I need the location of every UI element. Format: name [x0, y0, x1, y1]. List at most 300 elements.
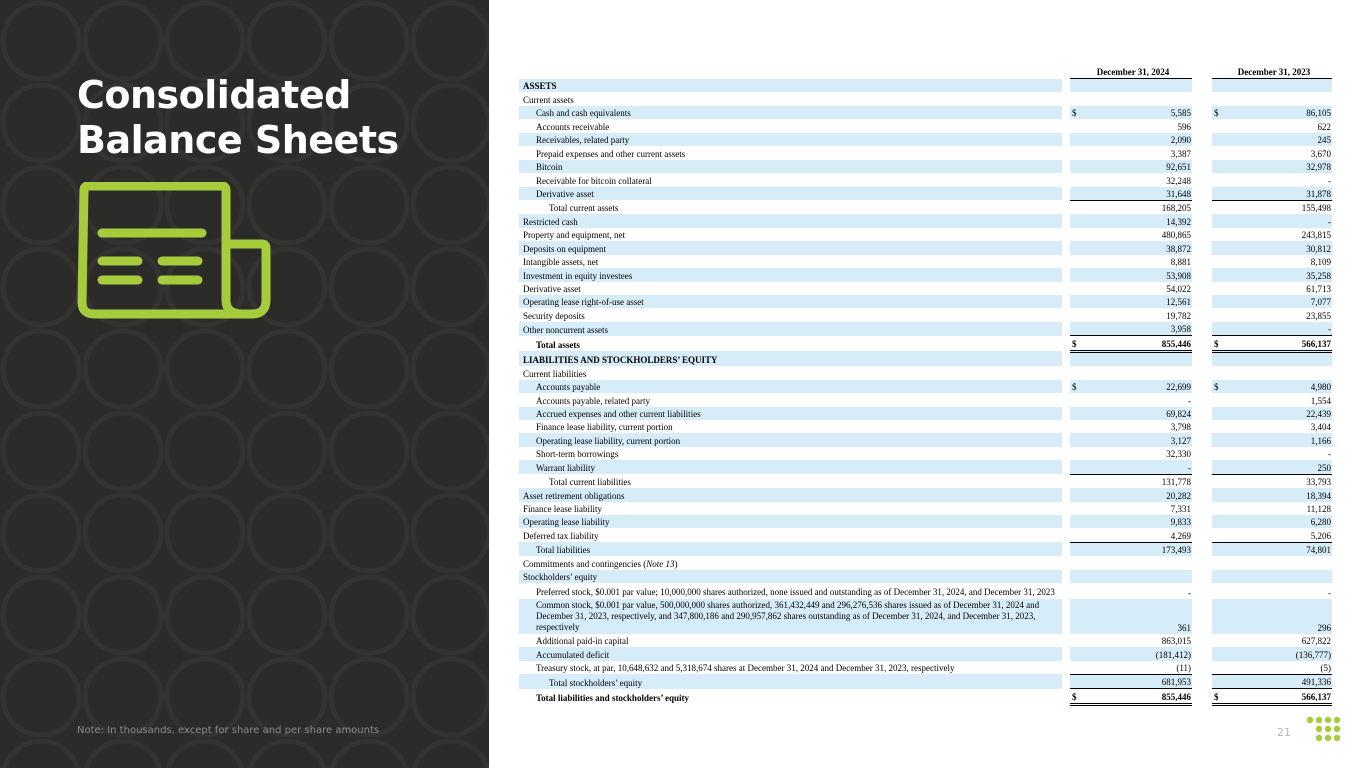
value-2024: (11) [1176, 662, 1191, 673]
value-2024: 38,872 [1084, 241, 1192, 254]
table-row [519, 393, 1332, 406]
currency-symbol-2024 [1070, 599, 1084, 634]
currency-symbol-2023: $ [1212, 689, 1226, 704]
page-number: 21 [1277, 726, 1291, 739]
column-gap [1192, 583, 1212, 598]
row-label: Investment in equity investees [519, 268, 1062, 281]
column-gap [1062, 393, 1070, 406]
value-2024: 3,798 [1170, 422, 1191, 433]
table-row [519, 322, 1332, 336]
value-2023: 86,105 [1226, 106, 1332, 119]
column-gap [1062, 599, 1070, 634]
value-2023: 4,980 [1226, 380, 1332, 393]
value-2024: 92,651 [1084, 160, 1192, 173]
currency-symbol-2024 [1070, 542, 1084, 556]
value-2024 [1084, 556, 1192, 569]
table-row [519, 268, 1332, 281]
column-gap [1192, 661, 1212, 675]
value-2023 [1226, 351, 1332, 366]
table-row [519, 119, 1332, 132]
column-gap [1062, 146, 1070, 159]
value-2024: 3,127 [1084, 433, 1192, 446]
table-row [519, 599, 1332, 634]
value-2024: 14,392 [1084, 214, 1192, 227]
table-row [519, 308, 1332, 321]
row-label: Security deposits [523, 310, 585, 321]
value-2023: (136,777) [1226, 647, 1332, 660]
value-2023: 491,336 [1226, 674, 1332, 688]
row-label: Accumulated deficit [519, 647, 1062, 660]
currency-symbol-2024 [1070, 322, 1084, 336]
currency-symbol-2023 [1212, 460, 1226, 474]
column-gap [1192, 79, 1212, 93]
value-2024: - [1188, 395, 1191, 406]
column-gap [1192, 528, 1212, 542]
currency-symbol-2023 [1212, 214, 1226, 227]
value-2024 [1084, 570, 1192, 583]
row-label: Deferred tax liability [523, 531, 599, 542]
value-2023 [1226, 366, 1332, 379]
table-row [519, 528, 1332, 542]
currency-symbol-2023 [1212, 474, 1226, 488]
table-row [519, 106, 1332, 119]
value-2023: 31,878 [1226, 187, 1332, 201]
table-row [519, 474, 1332, 488]
currency-symbol-2024 [1070, 460, 1084, 474]
column-gap [1062, 351, 1070, 366]
row-label: Accounts payable, related party [536, 395, 650, 406]
row-label: Bitcoin [519, 160, 1062, 173]
currency-symbol-2024 [1070, 674, 1084, 688]
table-row [519, 542, 1332, 556]
column-gap [1062, 295, 1070, 308]
currency-symbol-2024 [1070, 420, 1084, 433]
currency-symbol-2024 [1070, 173, 1084, 186]
currency-symbol-2023 [1212, 420, 1226, 433]
column-gap [1062, 674, 1070, 688]
column-gap [1062, 634, 1070, 647]
currency-symbol-2023 [1212, 599, 1226, 634]
currency-symbol-2024: $ [1070, 689, 1084, 704]
column-gap [1062, 407, 1070, 420]
table-row [519, 351, 1332, 366]
currency-symbol-2023 [1212, 160, 1226, 173]
currency-symbol-2023 [1212, 173, 1226, 186]
currency-symbol-2023 [1212, 366, 1226, 379]
value-2023: 3,670 [1310, 148, 1331, 159]
row-label: Accrued expenses and other current liabilities [519, 407, 1062, 420]
table-row [519, 160, 1332, 173]
column-gap [1062, 474, 1070, 488]
currency-symbol-2024 [1070, 351, 1084, 366]
row-label: Deposits on equipment [519, 241, 1062, 254]
currency-symbol-2024 [1070, 583, 1084, 598]
currency-symbol-2024 [1070, 407, 1084, 420]
currency-symbol-2023 [1212, 674, 1226, 688]
row-label: Derivative asset [523, 284, 581, 294]
value-2023: 245 [1226, 133, 1332, 146]
currency-symbol-2023 [1212, 133, 1226, 146]
currency-symbol-2024 [1070, 282, 1084, 295]
value-2023: 32,978 [1226, 160, 1332, 173]
value-2024: 32,248 [1166, 175, 1191, 186]
column-gap [1192, 674, 1212, 688]
currency-symbol-2024 [1070, 200, 1084, 214]
column-gap [1192, 599, 1212, 634]
column-gap [1062, 119, 1070, 132]
currency-symbol-2024 [1070, 214, 1084, 227]
currency-symbol-2023 [1212, 528, 1226, 542]
value-2023 [1226, 556, 1332, 569]
table-row [519, 583, 1332, 598]
value-2023: 18,394 [1226, 488, 1332, 501]
currency-symbol-2023 [1212, 447, 1226, 460]
currency-symbol-2023 [1212, 556, 1226, 569]
column-gap [1192, 689, 1212, 704]
row-label: ASSETS [519, 79, 1062, 93]
table-row [519, 146, 1332, 159]
column-gap [1062, 241, 1070, 254]
table-row [519, 214, 1332, 227]
currency-symbol-2024 [1070, 515, 1084, 528]
column-gap [1062, 173, 1070, 186]
column-gap [1192, 502, 1212, 515]
column-gap [1062, 322, 1070, 336]
table-row [519, 241, 1332, 254]
table-row [519, 515, 1332, 528]
value-2023: 1,554 [1310, 395, 1331, 406]
value-2023: 1,166 [1226, 433, 1332, 446]
value-2023: 11,128 [1306, 504, 1331, 514]
currency-symbol-2023 [1212, 542, 1226, 556]
currency-symbol-2024 [1070, 255, 1084, 268]
currency-symbol-2023 [1212, 407, 1226, 420]
column-gap [1192, 282, 1212, 295]
currency-symbol-2024 [1070, 160, 1084, 173]
table-row [519, 255, 1332, 268]
value-2023: 22,439 [1226, 407, 1332, 420]
column-gap [1192, 515, 1212, 528]
currency-symbol-2024 [1070, 474, 1084, 488]
currency-symbol-2024 [1070, 228, 1084, 241]
column-gap [1192, 474, 1212, 488]
table-row [519, 433, 1332, 446]
value-2023: 7,077 [1226, 295, 1332, 308]
column-gap [1192, 447, 1212, 460]
table-row [519, 282, 1332, 295]
column-gap [1192, 336, 1212, 351]
row-label: Receivable for bitcoin collateral [536, 175, 652, 186]
row-label: Warrant liability [519, 460, 1062, 474]
value-2024: 855,446 [1084, 689, 1192, 704]
brand-dots-logo [1306, 716, 1342, 744]
column-gap [1062, 336, 1070, 351]
currency-symbol-2024 [1070, 187, 1084, 201]
value-2024: 3,387 [1170, 148, 1191, 159]
value-2024: 596 [1177, 121, 1191, 132]
row-label: Prepaid expenses and other current assets [536, 148, 686, 159]
column-gap [1062, 488, 1070, 501]
table-row [519, 674, 1332, 688]
column-gap [1192, 420, 1212, 433]
value-2023: - [1328, 587, 1331, 598]
value-2024: 8,881 [1170, 257, 1191, 268]
currency-symbol-2023 [1212, 515, 1226, 528]
value-2024: 54,022 [1166, 284, 1191, 294]
left-panel [0, 0, 489, 768]
currency-symbol-2024 [1070, 308, 1084, 321]
row-label: Total current liabilities [549, 477, 631, 488]
row-label: Preferred stock, $0.001 par value; 10,000,000 shares authorized, none issued and outstanding as of December 31, 2024, and December 31, 2023 [536, 586, 1055, 597]
currency-symbol-2023 [1212, 661, 1226, 675]
page-title [77, 73, 399, 163]
column-gap [1062, 92, 1070, 105]
value-2024: 361 [1084, 599, 1192, 634]
column-gap [1062, 460, 1070, 474]
currency-symbol-2023 [1212, 634, 1226, 647]
column-gap [1192, 647, 1212, 660]
row-label: Intangible assets, net [523, 257, 599, 268]
column-gap [1062, 661, 1070, 675]
table-row [519, 447, 1332, 460]
value-2023: - [1328, 449, 1331, 460]
currency-symbol-2024 [1070, 488, 1084, 501]
currency-symbol-2023 [1212, 647, 1226, 660]
value-2024 [1084, 92, 1192, 105]
column-gap [1192, 407, 1212, 420]
column-gap [1192, 92, 1212, 105]
value-2024: 863,015 [1161, 636, 1191, 647]
row-label: Treasury stock, at par, 10,648,632 and 5,318,674 shares at December 31, 2024 and December 31, 2023, respectively [536, 663, 955, 674]
value-2024 [1084, 366, 1192, 379]
table-row [519, 460, 1332, 474]
currency-symbol-2024 [1070, 79, 1084, 93]
table-row [519, 336, 1332, 351]
column-gap [1192, 542, 1212, 556]
table-row [519, 570, 1332, 583]
table-row [519, 79, 1332, 93]
currency-symbol-2024 [1070, 295, 1084, 308]
row-label: Accounts payable [519, 380, 1062, 393]
currency-symbol-2024: $ [1070, 380, 1084, 393]
column-gap [1062, 214, 1070, 227]
value-2023: 622 [1317, 121, 1331, 132]
table-body [519, 79, 1332, 705]
column-gap [1062, 200, 1070, 214]
row-label: Finance lease liability, current portion [536, 422, 673, 433]
value-2024: 53,908 [1084, 268, 1192, 281]
currency-symbol-2024 [1070, 119, 1084, 132]
currency-symbol-2023 [1212, 146, 1226, 159]
value-2023: 155,498 [1226, 200, 1332, 214]
column-gap [1192, 119, 1212, 132]
column-gap [1062, 255, 1070, 268]
column-gap [1192, 187, 1212, 201]
title-line-2: Balance Sheets [77, 118, 399, 162]
value-2024: 480,865 [1161, 230, 1191, 241]
column-gap [1192, 241, 1212, 254]
currency-symbol-2024 [1070, 393, 1084, 406]
currency-symbol-2023: $ [1212, 336, 1226, 351]
column-gap [1062, 187, 1070, 201]
value-2024: 19,782 [1166, 310, 1191, 321]
column-gap [1062, 447, 1070, 460]
row-label: Operating lease right-of-use asset [519, 295, 1062, 308]
column-gap [1062, 366, 1070, 379]
column-gap [1192, 366, 1212, 379]
value-2024: - [1084, 460, 1192, 474]
column-gap [1062, 528, 1070, 542]
row-label: Total liabilities and stockholders’ equity [536, 693, 690, 704]
table-row [519, 502, 1332, 515]
column-gap [1062, 79, 1070, 93]
column-gap [1062, 160, 1070, 173]
column-gap [1192, 295, 1212, 308]
value-2023: 61,713 [1306, 284, 1331, 294]
row-label: Property and equipment, net [523, 230, 625, 241]
currency-symbol-2023 [1212, 119, 1226, 132]
currency-symbol-2024 [1070, 502, 1084, 515]
row-label: Additional paid-in capital [536, 636, 629, 647]
table-row [519, 647, 1332, 660]
table-row [519, 661, 1332, 675]
currency-symbol-2024: $ [1070, 336, 1084, 351]
value-2024: 12,561 [1084, 295, 1192, 308]
currency-symbol-2023 [1212, 282, 1226, 295]
currency-symbol-2023 [1212, 200, 1226, 214]
row-label: Total current assets [549, 203, 619, 214]
value-2023: 6,280 [1226, 515, 1332, 528]
column-gap [1062, 106, 1070, 119]
currency-symbol-2024 [1070, 661, 1084, 675]
value-2024: 32,330 [1166, 449, 1191, 460]
footnote: Note: In thousands, except for share and per share amounts [77, 725, 380, 736]
row-label-note: Note 13 [646, 558, 675, 569]
currency-symbol-2023 [1212, 79, 1226, 93]
column-gap [1192, 570, 1212, 583]
currency-symbol-2024 [1070, 133, 1084, 146]
table-row [519, 200, 1332, 214]
value-2023: - [1226, 214, 1332, 227]
value-2024: 69,824 [1084, 407, 1192, 420]
table-row [519, 488, 1332, 501]
value-2024: 681,953 [1084, 674, 1192, 688]
currency-symbol-2024 [1070, 268, 1084, 281]
value-2024: 3,958 [1084, 322, 1192, 336]
table-row [519, 173, 1332, 186]
currency-symbol-2023 [1212, 351, 1226, 366]
value-2024: 7,331 [1170, 504, 1191, 514]
row-label: Short-term borrowings [536, 449, 619, 460]
value-2023: 627,822 [1301, 636, 1331, 647]
column-gap [1192, 488, 1212, 501]
table-row [519, 92, 1332, 105]
currency-symbol-2023: $ [1212, 380, 1226, 393]
value-2024: 31,648 [1084, 187, 1192, 201]
table-row [519, 366, 1332, 379]
table-row [519, 133, 1332, 146]
currency-symbol-2023 [1212, 255, 1226, 268]
column-gap [1192, 351, 1212, 366]
currency-symbol-2024 [1070, 433, 1084, 446]
column-gap [1192, 173, 1212, 186]
value-2024: 20,282 [1084, 488, 1192, 501]
balance-sheet-table [519, 64, 1332, 706]
column-gap [1192, 200, 1212, 214]
currency-symbol-2023 [1212, 502, 1226, 515]
currency-symbol-2024 [1070, 447, 1084, 460]
value-2023: 30,812 [1226, 241, 1332, 254]
currency-symbol-2023 [1212, 295, 1226, 308]
value-2023 [1226, 570, 1332, 583]
row-label: Other noncurrent assets [519, 322, 1062, 336]
value-2023: - [1328, 175, 1331, 186]
column-gap [1062, 268, 1070, 281]
column-gap [1062, 570, 1070, 583]
row-label-text: Commitments and contingencies ( [523, 558, 647, 569]
table-row [519, 407, 1332, 420]
column-gap [1192, 133, 1212, 146]
column-gap [1192, 146, 1212, 159]
value-2024: 5,585 [1084, 106, 1192, 119]
currency-symbol-2024 [1070, 528, 1084, 542]
value-2024: 4,269 [1170, 530, 1191, 541]
row-label: LIABILITIES AND STOCKHOLDERS’ EQUITY [519, 351, 1062, 366]
currency-symbol-2023 [1212, 268, 1226, 281]
value-2023: (5) [1320, 662, 1331, 673]
value-2023: 33,793 [1226, 474, 1332, 488]
table-row [519, 187, 1332, 201]
column-gap [1062, 647, 1070, 660]
table-row [519, 634, 1332, 647]
column-gap [1192, 214, 1212, 227]
currency-symbol-2023 [1212, 433, 1226, 446]
row-label: Restricted cash [519, 214, 1062, 227]
row-label: Finance lease liability [523, 504, 602, 514]
column-gap [1192, 228, 1212, 241]
column-gap [1192, 160, 1212, 173]
row-label: Current liabilities [523, 368, 587, 379]
currency-symbol-2024 [1070, 647, 1084, 660]
column-gap [1192, 556, 1212, 569]
row-label: Current assets [523, 94, 574, 105]
value-2024: - [1188, 587, 1191, 598]
currency-symbol-2024: $ [1070, 106, 1084, 119]
row-label: Total assets [536, 340, 580, 351]
title-line-1: Consolidated [77, 73, 351, 117]
value-2023: 5,206 [1310, 530, 1331, 541]
row-label: Receivables, related party [519, 133, 1062, 146]
value-2024: (181,412) [1084, 647, 1192, 660]
value-2024: 2,090 [1084, 133, 1192, 146]
value-2023: 250 [1226, 460, 1332, 474]
column-gap [1192, 255, 1212, 268]
currency-symbol-2024 [1070, 570, 1084, 583]
column-header-2024: December 31, 2024 [1070, 64, 1192, 79]
value-2023 [1226, 79, 1332, 93]
currency-symbol-2023 [1212, 488, 1226, 501]
row-label [519, 556, 1062, 569]
currency-symbol-2023 [1212, 583, 1226, 598]
column-gap [1062, 133, 1070, 146]
column-gap [1062, 583, 1070, 598]
column-gap [1192, 433, 1212, 446]
value-2023: 296 [1226, 599, 1332, 634]
document-icon [74, 182, 274, 322]
value-2023: 243,815 [1301, 230, 1331, 241]
table-header [519, 64, 1332, 79]
value-2024 [1084, 79, 1192, 93]
